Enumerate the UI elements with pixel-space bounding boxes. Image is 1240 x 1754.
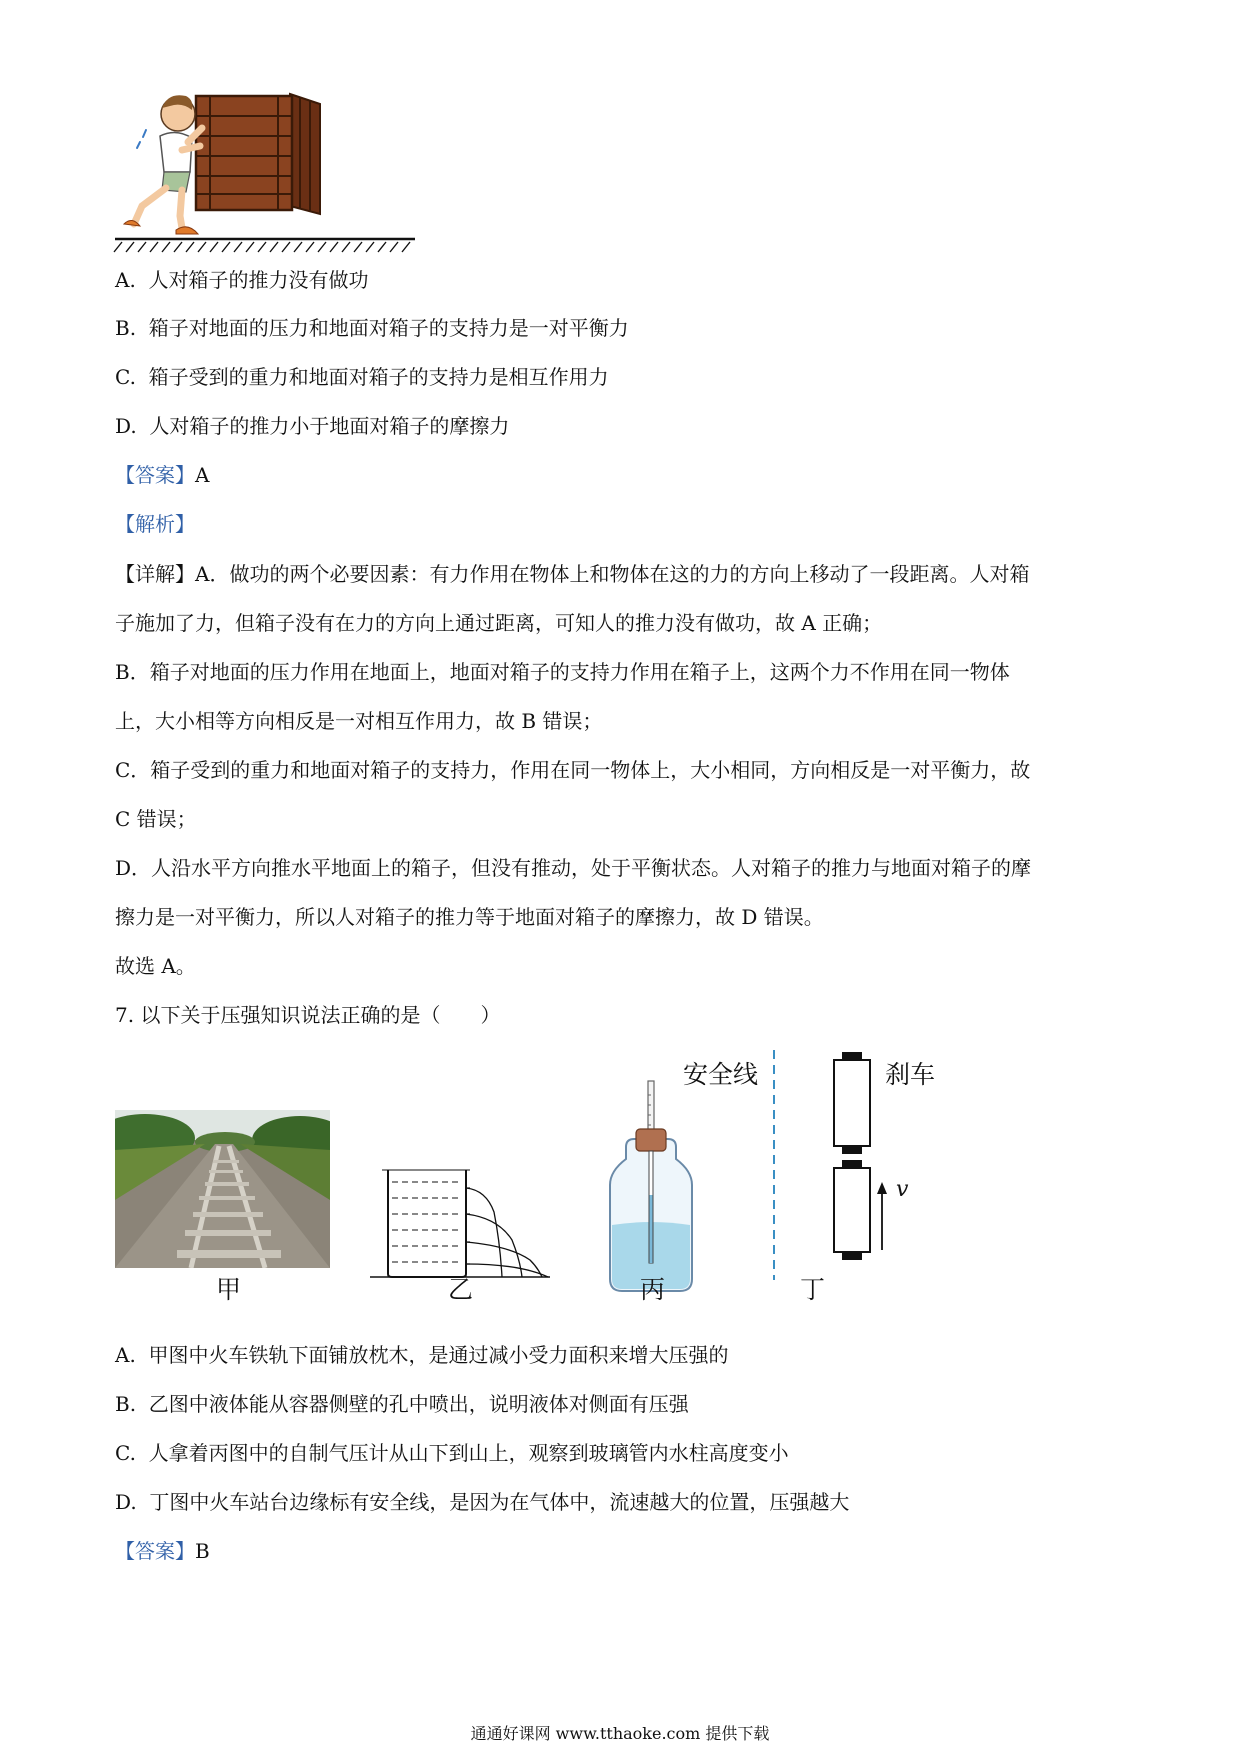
liquid-container-figure — [370, 1160, 555, 1285]
page-footer: 通通好课网 www.tthaoke.com 提供下载 — [470, 1724, 770, 1743]
q7-answer: 【答案】B — [115, 1539, 210, 1563]
q7-option-b: B. 乙图中液体能从容器侧壁的孔中喷出，说明液体对侧面有压强 — [115, 1392, 689, 1416]
q7-option-c: C. 人拿着丙图中的自制气压计从山下到山上，观察到玻璃管内水柱高度变小 — [115, 1441, 789, 1465]
q6-answer: 【答案】A — [115, 463, 210, 487]
q6-option-b: B. 箱子对地面的压力和地面对箱子的支持力是一对平衡力 — [115, 316, 629, 340]
q6-detail-line: 故选 A。 — [115, 954, 196, 978]
barometer-bottle-figure — [600, 1075, 700, 1295]
q6-detail-line: D．人沿水平方向推水平地面上的箱子，但没有推动，处于平衡状态。人对箱子的推力与地面对箱子的摩 — [115, 856, 1032, 880]
boy-figure — [124, 95, 202, 234]
platform-train-figure — [760, 1050, 900, 1280]
q6-option-c: C. 箱子受到的重力和地面对箱子的支持力是相互作用力 — [115, 365, 609, 389]
figure-label-jia: 甲 — [216, 1275, 242, 1304]
q7-stem: 7. 以下关于压强知识说法正确的是（ ） — [115, 1003, 501, 1027]
train-car-front — [834, 1052, 870, 1154]
q6-option-d: D. 人对箱子的推力小于地面对箱子的摩擦力 — [115, 414, 510, 438]
safety-line-label: 安全线 — [683, 1060, 759, 1089]
q6-analysis-heading: 【解析】 — [115, 512, 195, 536]
q7-option-a: A. 甲图中火车铁轨下面铺放枕木，是通过减小受力面积来增大压强的 — [115, 1343, 729, 1367]
q6-detail-line: C 错误； — [115, 807, 197, 831]
q6-detail-line: C．箱子受到的重力和地面对箱子的支持力，作用在同一物体上，大小相同，方向相反是一对平衡力，故 — [115, 758, 1031, 782]
q6-detail-line: 上，大小相等方向相反是一对相互作用力，故 B 错误； — [115, 709, 603, 733]
q7-option-d: D. 丁图中火车站台边缘标有安全线，是因为在气体中，流速越大的位置，压强越大 — [115, 1490, 850, 1514]
velocity-arrow — [877, 1182, 887, 1250]
figure-label-ding: 丁 — [800, 1275, 826, 1304]
q6-detail-line: 子施加了力，但箱子没有在力的方向上通过距离，可知人的推力没有做功，故 A 正确； — [115, 611, 883, 635]
q6-option-a: A. 人对箱子的推力没有做功 — [115, 268, 369, 292]
figure-label-yi: 乙 — [448, 1275, 474, 1304]
q6-detail-line: B．箱子对地面的压力作用在地面上，地面对箱子的支持力作用在箱子上，这两个力不作用在同一物体 — [115, 660, 1010, 684]
train-car-rear — [834, 1160, 870, 1260]
railway-photo — [115, 1110, 330, 1268]
push-crate-figure — [110, 88, 420, 258]
q6-detail-line: 【详解】A．做功的两个必要因素：有力作用在物体上和物体在这的力的方向上移动了一段距离。人对箱 — [115, 562, 1030, 586]
brake-label: 刹车 — [885, 1060, 936, 1089]
q6-detail-line: 擦力是一对平衡力，所以人对箱子的推力等于地面对箱子的摩擦力，故 D 错误。 — [115, 905, 824, 929]
figure-label-bing: 丙 — [640, 1275, 666, 1304]
crate — [196, 94, 320, 214]
velocity-label: v — [896, 1177, 909, 1202]
